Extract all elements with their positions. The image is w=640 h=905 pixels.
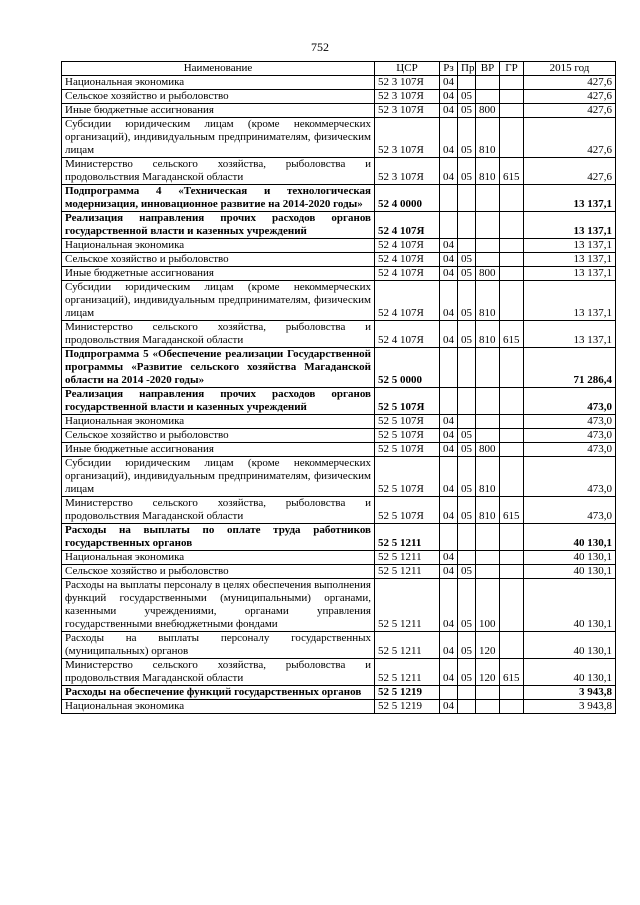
cell-pr bbox=[458, 76, 476, 90]
table-row bbox=[62, 700, 616, 714]
cell-amount: 473,0 bbox=[524, 457, 616, 497]
cell-gr bbox=[500, 429, 524, 443]
cell-name: Реализация направления прочих расходов органов государственной власти и казенных учреждений bbox=[62, 388, 375, 415]
cell-rz: 04 bbox=[440, 76, 458, 90]
cell-rz: 04 bbox=[440, 443, 458, 457]
cell-rz: 04 bbox=[440, 429, 458, 443]
cell-gr: 615 bbox=[500, 158, 524, 185]
cell-name: Сельское хозяйство и рыболовство bbox=[62, 565, 375, 579]
cell-name: Сельское хозяйство и рыболовство bbox=[62, 253, 375, 267]
table-row bbox=[62, 253, 616, 267]
cell-name: Подпрограмма 5 «Обеспечение реализации Государственной программы «Развитие сельского хозяйства Магаданской области на 2014 -2020 годы» bbox=[62, 348, 375, 388]
cell-pr: 05 bbox=[458, 443, 476, 457]
col-header-rz: Рз bbox=[440, 62, 458, 76]
cell-rz: 04 bbox=[440, 104, 458, 118]
cell-csr: 52 5 1211 bbox=[375, 565, 440, 579]
cell-rz bbox=[440, 348, 458, 388]
col-header-pr: Пр bbox=[458, 62, 476, 76]
cell-csr: 52 4 107Я bbox=[375, 281, 440, 321]
table-row bbox=[62, 104, 616, 118]
cell-rz: 04 bbox=[440, 497, 458, 524]
cell-vr: 800 bbox=[476, 267, 500, 281]
cell-pr bbox=[458, 700, 476, 714]
cell-pr bbox=[458, 686, 476, 700]
cell-csr: 52 5 107Я bbox=[375, 429, 440, 443]
cell-rz: 04 bbox=[440, 253, 458, 267]
table-row bbox=[62, 281, 616, 321]
cell-gr bbox=[500, 239, 524, 253]
cell-vr bbox=[476, 565, 500, 579]
cell-gr bbox=[500, 415, 524, 429]
table-row bbox=[62, 239, 616, 253]
cell-pr bbox=[458, 185, 476, 212]
cell-vr bbox=[476, 429, 500, 443]
table-row bbox=[62, 565, 616, 579]
cell-vr: 100 bbox=[476, 579, 500, 632]
cell-pr: 05 bbox=[458, 253, 476, 267]
cell-amount: 473,0 bbox=[524, 388, 616, 415]
cell-rz bbox=[440, 212, 458, 239]
cell-amount: 427,6 bbox=[524, 104, 616, 118]
cell-name: Расходы на обеспечение функций государственных органов bbox=[62, 686, 375, 700]
cell-pr: 05 bbox=[458, 321, 476, 348]
cell-vr: 810 bbox=[476, 497, 500, 524]
table-row bbox=[62, 90, 616, 104]
cell-amount: 427,6 bbox=[524, 118, 616, 158]
cell-amount: 71 286,4 bbox=[524, 348, 616, 388]
cell-rz: 04 bbox=[440, 632, 458, 659]
cell-csr: 52 5 1211 bbox=[375, 659, 440, 686]
cell-rz: 04 bbox=[440, 659, 458, 686]
cell-csr: 52 5 0000 bbox=[375, 348, 440, 388]
cell-pr bbox=[458, 415, 476, 429]
cell-rz: 04 bbox=[440, 118, 458, 158]
cell-csr: 52 3 107Я bbox=[375, 76, 440, 90]
cell-gr bbox=[500, 118, 524, 158]
cell-name: Министерство сельского хозяйства, рыболовства и продовольствия Магаданской области bbox=[62, 321, 375, 348]
cell-rz bbox=[440, 388, 458, 415]
cell-vr: 120 bbox=[476, 659, 500, 686]
cell-amount: 40 130,1 bbox=[524, 551, 616, 565]
cell-name: Иные бюджетные ассигнования bbox=[62, 443, 375, 457]
cell-pr bbox=[458, 388, 476, 415]
table-row bbox=[62, 659, 616, 686]
cell-csr: 52 5 1211 bbox=[375, 524, 440, 551]
cell-vr: 800 bbox=[476, 443, 500, 457]
header-row bbox=[62, 62, 616, 76]
cell-gr bbox=[500, 185, 524, 212]
cell-name: Субсидии юридическим лицам (кроме некоммерческих организаций), индивидуальным предпринимателям, физическим лицам bbox=[62, 457, 375, 497]
cell-csr: 52 4 107Я bbox=[375, 212, 440, 239]
cell-pr bbox=[458, 212, 476, 239]
cell-amount: 3 943,8 bbox=[524, 700, 616, 714]
cell-amount: 3 943,8 bbox=[524, 686, 616, 700]
table-row bbox=[62, 185, 616, 212]
cell-rz bbox=[440, 524, 458, 551]
col-header-gr: ГР bbox=[500, 62, 524, 76]
cell-rz: 04 bbox=[440, 239, 458, 253]
table-row bbox=[62, 158, 616, 185]
cell-name: Расходы на выплаты по оплате труда работников государственных органов bbox=[62, 524, 375, 551]
table-row bbox=[62, 579, 616, 632]
cell-pr: 05 bbox=[458, 659, 476, 686]
cell-amount: 40 130,1 bbox=[524, 565, 616, 579]
cell-amount: 427,6 bbox=[524, 76, 616, 90]
table-row bbox=[62, 267, 616, 281]
table-header bbox=[62, 62, 616, 76]
cell-csr: 52 3 107Я bbox=[375, 90, 440, 104]
cell-pr: 05 bbox=[458, 457, 476, 497]
cell-name: Национальная экономика bbox=[62, 700, 375, 714]
cell-vr bbox=[476, 348, 500, 388]
cell-name: Сельское хозяйство и рыболовство bbox=[62, 90, 375, 104]
table-row bbox=[62, 457, 616, 497]
cell-csr: 52 5 1211 bbox=[375, 551, 440, 565]
cell-name: Расходы на выплаты персоналу в целях обеспечения выполнения функций государственными (муниципальными) органами, казенными учреждениями, органами управления государственными внебюджетными фондами bbox=[62, 579, 375, 632]
cell-name: Реализация направления прочих расходов органов государственной власти и казенных учреждений bbox=[62, 212, 375, 239]
cell-amount: 473,0 bbox=[524, 415, 616, 429]
cell-amount: 40 130,1 bbox=[524, 524, 616, 551]
budget-table bbox=[61, 61, 616, 714]
cell-csr: 52 5 107Я bbox=[375, 415, 440, 429]
cell-rz: 04 bbox=[440, 579, 458, 632]
cell-name: Министерство сельского хозяйства, рыболовства и продовольствия Магаданской области bbox=[62, 158, 375, 185]
cell-gr: 615 bbox=[500, 659, 524, 686]
cell-rz: 04 bbox=[440, 90, 458, 104]
cell-vr: 810 bbox=[476, 321, 500, 348]
cell-csr: 52 5 1219 bbox=[375, 686, 440, 700]
cell-name: Субсидии юридическим лицам (кроме некоммерческих организаций), индивидуальным предпринимателям, физическим лицам bbox=[62, 118, 375, 158]
cell-pr: 05 bbox=[458, 104, 476, 118]
cell-gr bbox=[500, 551, 524, 565]
cell-vr: 810 bbox=[476, 118, 500, 158]
cell-name: Национальная экономика bbox=[62, 76, 375, 90]
cell-rz: 04 bbox=[440, 551, 458, 565]
cell-gr bbox=[500, 281, 524, 321]
cell-csr: 52 5 107Я bbox=[375, 388, 440, 415]
cell-gr bbox=[500, 212, 524, 239]
cell-amount: 427,6 bbox=[524, 158, 616, 185]
cell-amount: 473,0 bbox=[524, 497, 616, 524]
cell-gr bbox=[500, 457, 524, 497]
cell-name: Национальная экономика bbox=[62, 415, 375, 429]
cell-rz: 04 bbox=[440, 281, 458, 321]
cell-vr bbox=[476, 524, 500, 551]
table-row bbox=[62, 686, 616, 700]
cell-vr bbox=[476, 239, 500, 253]
table-row bbox=[62, 632, 616, 659]
cell-csr: 52 5 107Я bbox=[375, 497, 440, 524]
cell-amount: 13 137,1 bbox=[524, 267, 616, 281]
table-row bbox=[62, 429, 616, 443]
cell-csr: 52 5 107Я bbox=[375, 457, 440, 497]
cell-csr: 52 3 107Я bbox=[375, 118, 440, 158]
cell-name: Министерство сельского хозяйства, рыболовства и продовольствия Магаданской области bbox=[62, 659, 375, 686]
cell-amount: 13 137,1 bbox=[524, 212, 616, 239]
table-row bbox=[62, 212, 616, 239]
cell-vr bbox=[476, 551, 500, 565]
cell-gr bbox=[500, 443, 524, 457]
cell-pr bbox=[458, 551, 476, 565]
cell-pr bbox=[458, 524, 476, 551]
cell-csr: 52 3 107Я bbox=[375, 158, 440, 185]
cell-gr bbox=[500, 348, 524, 388]
cell-vr bbox=[476, 90, 500, 104]
table-row bbox=[62, 118, 616, 158]
cell-name: Субсидии юридическим лицам (кроме некоммерческих организаций), индивидуальным предпринимателям, физическим лицам bbox=[62, 281, 375, 321]
table-row bbox=[62, 321, 616, 348]
cell-amount: 427,6 bbox=[524, 90, 616, 104]
cell-pr: 05 bbox=[458, 565, 476, 579]
cell-rz: 04 bbox=[440, 457, 458, 497]
cell-gr bbox=[500, 76, 524, 90]
cell-pr: 05 bbox=[458, 632, 476, 659]
cell-amount: 13 137,1 bbox=[524, 185, 616, 212]
cell-rz: 04 bbox=[440, 415, 458, 429]
cell-vr: 810 bbox=[476, 281, 500, 321]
cell-csr: 52 4 107Я bbox=[375, 267, 440, 281]
cell-rz: 04 bbox=[440, 565, 458, 579]
cell-gr bbox=[500, 524, 524, 551]
cell-amount: 13 137,1 bbox=[524, 281, 616, 321]
table-body bbox=[62, 76, 616, 714]
cell-pr: 05 bbox=[458, 281, 476, 321]
table-row bbox=[62, 76, 616, 90]
col-header-vr: ВР bbox=[476, 62, 500, 76]
cell-rz: 04 bbox=[440, 321, 458, 348]
cell-name: Министерство сельского хозяйства, рыболовства и продовольствия Магаданской области bbox=[62, 497, 375, 524]
cell-csr: 52 3 107Я bbox=[375, 104, 440, 118]
cell-csr: 52 5 1211 bbox=[375, 632, 440, 659]
cell-csr: 52 4 107Я bbox=[375, 239, 440, 253]
cell-csr: 52 4 0000 bbox=[375, 185, 440, 212]
cell-pr bbox=[458, 239, 476, 253]
table-row bbox=[62, 415, 616, 429]
cell-name: Сельское хозяйство и рыболовство bbox=[62, 429, 375, 443]
cell-pr: 05 bbox=[458, 267, 476, 281]
cell-name: Национальная экономика bbox=[62, 551, 375, 565]
cell-pr: 05 bbox=[458, 118, 476, 158]
cell-csr: 52 5 1211 bbox=[375, 579, 440, 632]
cell-name: Национальная экономика bbox=[62, 239, 375, 253]
table-row bbox=[62, 551, 616, 565]
table-row bbox=[62, 348, 616, 388]
col-header-name: Наименование bbox=[62, 62, 375, 76]
cell-rz bbox=[440, 686, 458, 700]
col-header-year: 2015 год bbox=[524, 62, 616, 76]
cell-amount: 13 137,1 bbox=[524, 253, 616, 267]
table-row bbox=[62, 497, 616, 524]
cell-amount: 40 130,1 bbox=[524, 632, 616, 659]
cell-vr: 120 bbox=[476, 632, 500, 659]
cell-csr: 52 5 107Я bbox=[375, 443, 440, 457]
cell-name: Подпрограмма 4 «Техническая и технологическая модернизация, инновационное развитие на 2014-2020 годы» bbox=[62, 185, 375, 212]
cell-rz bbox=[440, 185, 458, 212]
cell-name: Иные бюджетные ассигнования bbox=[62, 267, 375, 281]
cell-rz: 04 bbox=[440, 267, 458, 281]
cell-pr: 05 bbox=[458, 429, 476, 443]
cell-vr: 800 bbox=[476, 104, 500, 118]
cell-gr: 615 bbox=[500, 321, 524, 348]
cell-gr bbox=[500, 565, 524, 579]
cell-gr bbox=[500, 686, 524, 700]
cell-vr bbox=[476, 253, 500, 267]
cell-rz: 04 bbox=[440, 158, 458, 185]
cell-gr bbox=[500, 253, 524, 267]
cell-vr bbox=[476, 415, 500, 429]
cell-vr bbox=[476, 212, 500, 239]
cell-rz: 04 bbox=[440, 700, 458, 714]
cell-pr bbox=[458, 348, 476, 388]
cell-vr: 810 bbox=[476, 158, 500, 185]
cell-gr: 615 bbox=[500, 497, 524, 524]
cell-csr: 52 5 1219 bbox=[375, 700, 440, 714]
cell-vr bbox=[476, 76, 500, 90]
col-header-csr: ЦСР bbox=[375, 62, 440, 76]
cell-gr bbox=[500, 579, 524, 632]
cell-vr bbox=[476, 700, 500, 714]
cell-pr: 05 bbox=[458, 90, 476, 104]
page-number: 752 bbox=[311, 40, 329, 54]
cell-gr bbox=[500, 632, 524, 659]
cell-amount: 40 130,1 bbox=[524, 579, 616, 632]
cell-name: Расходы на выплаты персоналу государственных (муниципальных) органов bbox=[62, 632, 375, 659]
cell-gr bbox=[500, 104, 524, 118]
cell-pr: 05 bbox=[458, 497, 476, 524]
cell-pr: 05 bbox=[458, 579, 476, 632]
cell-vr bbox=[476, 185, 500, 212]
cell-amount: 13 137,1 bbox=[524, 321, 616, 348]
cell-pr: 05 bbox=[458, 158, 476, 185]
cell-gr bbox=[500, 267, 524, 281]
table-row bbox=[62, 524, 616, 551]
cell-name: Иные бюджетные ассигнования bbox=[62, 104, 375, 118]
cell-amount: 473,0 bbox=[524, 429, 616, 443]
cell-amount: 13 137,1 bbox=[524, 239, 616, 253]
cell-gr bbox=[500, 388, 524, 415]
cell-vr: 810 bbox=[476, 457, 500, 497]
cell-amount: 40 130,1 bbox=[524, 659, 616, 686]
cell-amount: 473,0 bbox=[524, 443, 616, 457]
cell-gr bbox=[500, 90, 524, 104]
cell-csr: 52 4 107Я bbox=[375, 253, 440, 267]
cell-vr bbox=[476, 686, 500, 700]
cell-csr: 52 4 107Я bbox=[375, 321, 440, 348]
cell-gr bbox=[500, 700, 524, 714]
table-row bbox=[62, 388, 616, 415]
cell-vr bbox=[476, 388, 500, 415]
table-row bbox=[62, 443, 616, 457]
